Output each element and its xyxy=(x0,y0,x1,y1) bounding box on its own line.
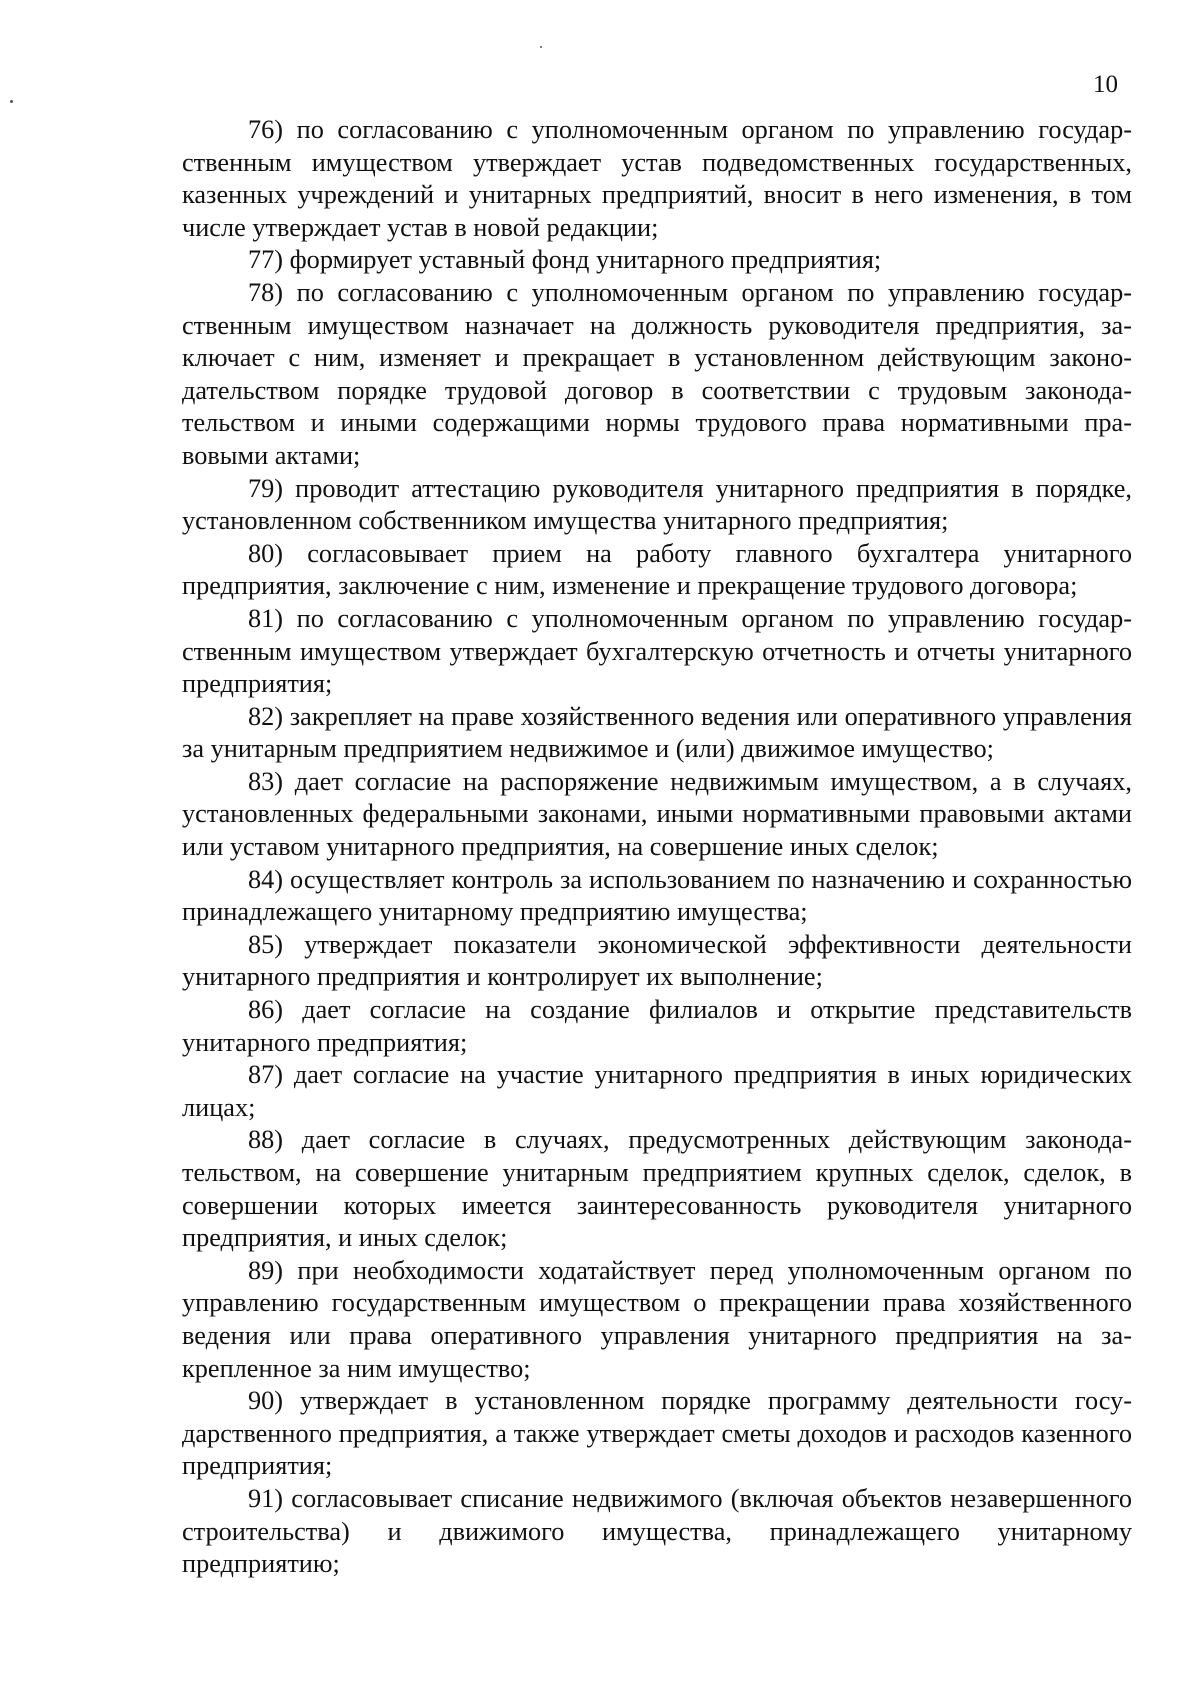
list-item: 81) по согласованию с уполномоченным органом по управлению государственным имуществом утверждает бухгалтерскую отчетность и отчеты унитарного предприятия; xyxy=(182,603,1132,699)
list-item: 83) дает согласие на распоряжение недвижимым имуществом, а в случаях, установленных федеральными законами, иными нормативными правовыми актами или уставом унитарного предприятия, на совершение иных сделок; xyxy=(182,766,1132,862)
list-item: 86) дает согласие на создание филиалов и открытие представительств унитарного предприятия; xyxy=(182,995,1132,1057)
list-item: 89) при необходимости ходатайствует перед уполномоченным органом по управлению государственным имуществом о прекращении права хозяйственного ведения или права оперативного управления унитарного предприятия на закрепленное за ним имущество; xyxy=(182,1255,1132,1383)
list-item: 82) закрепляет на праве хозяйственного ведения или оперативного управления за унитарным предприятием недвижимое и (или) движимое имущество; xyxy=(182,701,1132,764)
list-item: 79) проводит аттестацию руководителя унитарного предприятия в порядке, установленном собственником имущества унитарного предприятия; xyxy=(182,473,1132,536)
page-number: 10 xyxy=(1093,71,1118,98)
list-item: 90) утверждает в установленном порядке программу деятельности государственного предприятия, а также утверждает сметы доходов и расходов казенного предприятия; xyxy=(182,1386,1132,1481)
list-item: 91) согласовывает списание недвижимого (включая объектов незавершенного строительства) и движимого имущества, принадлежащего унитарному предприятию; xyxy=(182,1483,1132,1579)
list-item: 76) по согласованию с уполномоченным органом по управлению государственным имуществом утверждает устав подведомственных государственных, казенных учреждений и унитарных предприятий, вносит в него изменения, в том числе утверждает устав в новой редакции; xyxy=(182,115,1132,242)
scan-speck xyxy=(10,100,13,103)
scan-speck xyxy=(540,46,542,48)
list-item: 80) согласовывает прием на работу главного бухгалтера унитарного предприятия, заключение с ним, изменение и прекращение трудового договора; xyxy=(182,538,1132,601)
document-body xyxy=(182,114,1132,1581)
list-item: 78) по согласованию с уполномоченным органом по управлению государственным имуществом назначает на должность руководителя предприятия, заключает с ним, изменяет и прекращает в установленном действующим законодательством порядке трудовой договор в соответствии с трудовым законодательством и иными содержащими нормы трудового права нормативными правовыми актами; xyxy=(182,277,1132,470)
list-item: 77) формирует уставный фонд унитарного предприятия; xyxy=(248,245,882,275)
list-item: 87) дает согласие на участие унитарного предприятия в иных юридических лицах; xyxy=(182,1060,1132,1122)
list-item: 85) утверждает показатели экономической эффективности деятельности унитарного предприятия и контролирует их выполнение; xyxy=(182,929,1132,992)
list-item: 88) дает согласие в случаях, предусмотренных действующим законодательством, на совершение унитарным предприятием крупных сделок, сделок, в совершении которых имеется заинтересованность руководителя унитарного предприятия, и иных сделок; xyxy=(182,1125,1132,1253)
list-item: 84) осуществляет контроль за использованием по назначению и сохранностью принадлежащего унитарному предприятию имущества; xyxy=(182,864,1132,927)
